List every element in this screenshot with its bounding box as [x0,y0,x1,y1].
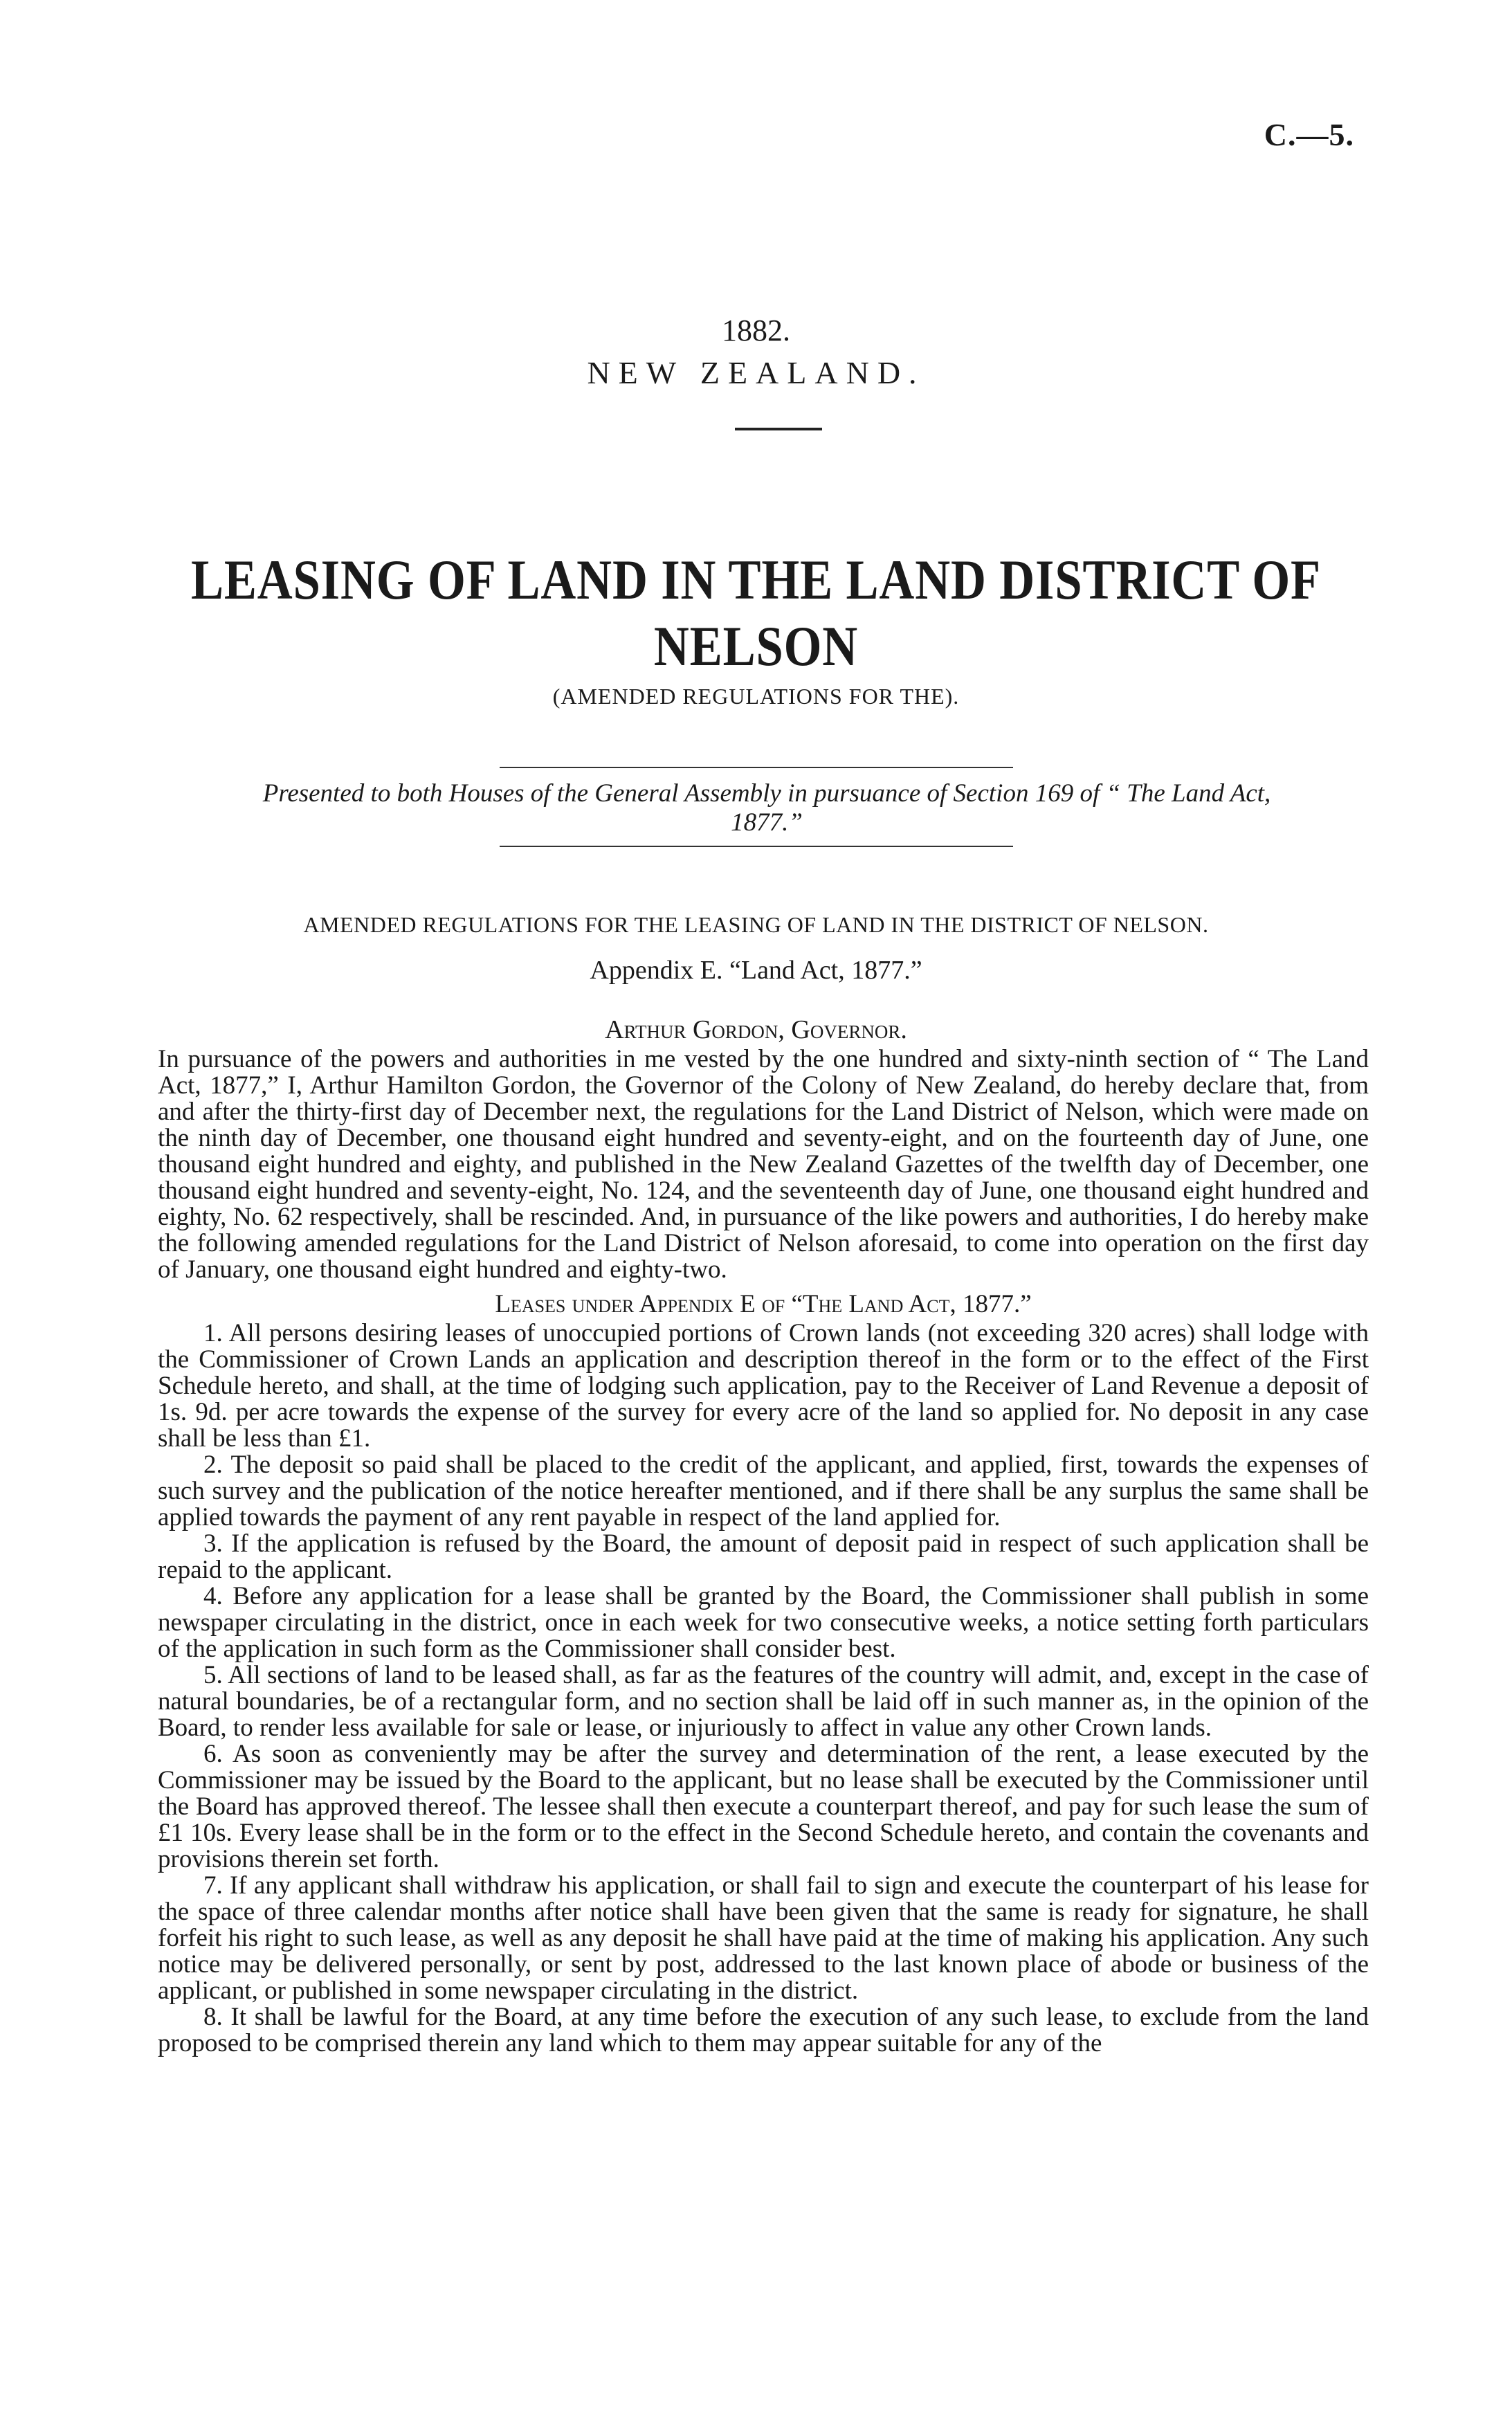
regulation-paragraph: 8. It shall be lawful for the Board, at any time before the execution of any such lease, to exclude from the land proposed to be comprised therein any land which to them may appear suitable for any of the [158,2003,1369,2057]
document-country: NEW ZEALAND. [587,355,925,390]
presented-line1: Presented to both Houses of the General Assembly in pursuance of Section 169 of “ The Land Act, [262,779,1271,808]
document-year: 1882. [722,313,790,347]
regulations-heading: AMENDED REGULATIONS FOR THE LEASING OF LAND IN THE DISTRICT OF NELSON. [303,912,1209,937]
leases-heading: Leases under Appendix E of “The Land Act, 1877.” [495,1290,1032,1318]
regulation-paragraph: 2. The deposit so paid shall be placed to the credit of the applicant, and applied, first, towards the expenses of such survey and the publication of the notice hereafter mentioned, and if there shall be any surplus the same shall be applied towards the payment of any rent payable in respect of the land applied for. [158,1451,1369,1531]
appendix-reference: Appendix E. “Land Act, 1877.” [590,956,922,985]
regulation-paragraph: 3. If the application is refused by the Board, the amount of deposit paid in respect of such application shall be repaid to the applicant. [158,1529,1369,1584]
title-divider [735,428,822,430]
regulation-paragraph: 4. Before any application for a lease shall be granted by the Board, the Commissioner shall publish in some newspaper circulating in the district, once in each week for two consecutive weeks, a notice setting forth particulars of the application in such form as the Commissioner shall consider best. [158,1582,1369,1663]
presented-rule-top [500,767,1013,768]
main-title-line2: NELSON [653,615,859,678]
intro-paragraph: In pursuance of the powers and authorities in me vested by the one hundred and sixty-ninth section of “ The Land Act, 1877,” I, Arthur Hamilton Gordon, the Governor of the Colony of New Zealand, do hereby declare that, from and after the thirty-first day of December next, the regulations for the Land District of Nelson, which were made on the ninth day of December, one thousand eight hundred and seventy-eight, and on the fourteenth day of June, one thousand eight hundred and eighty, and published in the New Zealand Gazettes of the twelfth day of December, one thousand eight hundred and seventy-eight, No. 124, and the seventeenth day of June, one thousand eight hundred and eighty, No. 62 respectively, shall be rescinded. And, in pursuance of the like powers and authorities, I do hereby make the following amended regulations for the Land District of Nelson aforesaid, to come into operation on the first day of January, one thousand eight hundred and eighty-two. [158,1045,1369,1284]
presented-notice [158,779,1376,837]
regulation-paragraph: 5. All sections of land to be leased shall, as far as the features of the country will admit, and, except in the case of natural boundaries, be of a rectangular form, and no section shall be laid off in such manner as, in the opinion of the Board, to render less available for sale or lease, or injuriously to affect in value any other Crown lands. [158,1661,1369,1742]
governor-signature-line: Arthur Gordon, Governor. [605,1015,907,1044]
main-title-line1: LEASING OF LAND IN THE LAND DISTRICT OF [190,548,1321,611]
main-title [106,547,1406,680]
regulation-paragraph: 6. As soon as conveniently may be after the survey and determination of the rent, a lease executed by the Commissioner may be issued by the Board to the applicant, but no lease shall be executed by the Commissioner until the Board has approved thereof. The lessee shall then execute a counterpart thereof, and pay for such lease the sum of £1 10s. Every lease shall be in the form or to the effect in the Second Schedule hereto, and contain the covenants and provisions therein set forth. [158,1740,1369,1873]
regulation-paragraph: 1. All persons desiring leases of unoccupied portions of Crown lands (not exceeding 320 acres) shall lodge with the Commissioner of Crown Lands an application and description thereof in the form or to the effect of the First Schedule hereto, and shall, at the time of lodging such application, pay to the Receiver of Land Revenue a deposit of 1s. 9d. per acre towards the expense of the survey for every acre of the land so applied for. No deposit in any case shall be less than £1. [158,1319,1369,1453]
regulation-paragraph: 7. If any applicant shall withdraw his application, or shall fail to sign and execute the counterpart of his lease for the space of three calendar months after notice shall have been given that the same is ready for signature, he shall forfeit his right to such lease, as well as any deposit he shall have paid at the time of making his application. Any such notice may be delivered personally, or sent by post, addressed to the last known place of abode or business of the applicant, or published in some newspaper circulating in the district. [158,1871,1369,2005]
regulations-body [158,1046,1369,2057]
presented-rule-bottom [500,846,1013,847]
presented-line2: 1877.” [731,808,803,837]
subtitle: (AMENDED REGULATIONS FOR THE). [552,684,960,709]
document-reference: C.—5. [1264,117,1354,152]
